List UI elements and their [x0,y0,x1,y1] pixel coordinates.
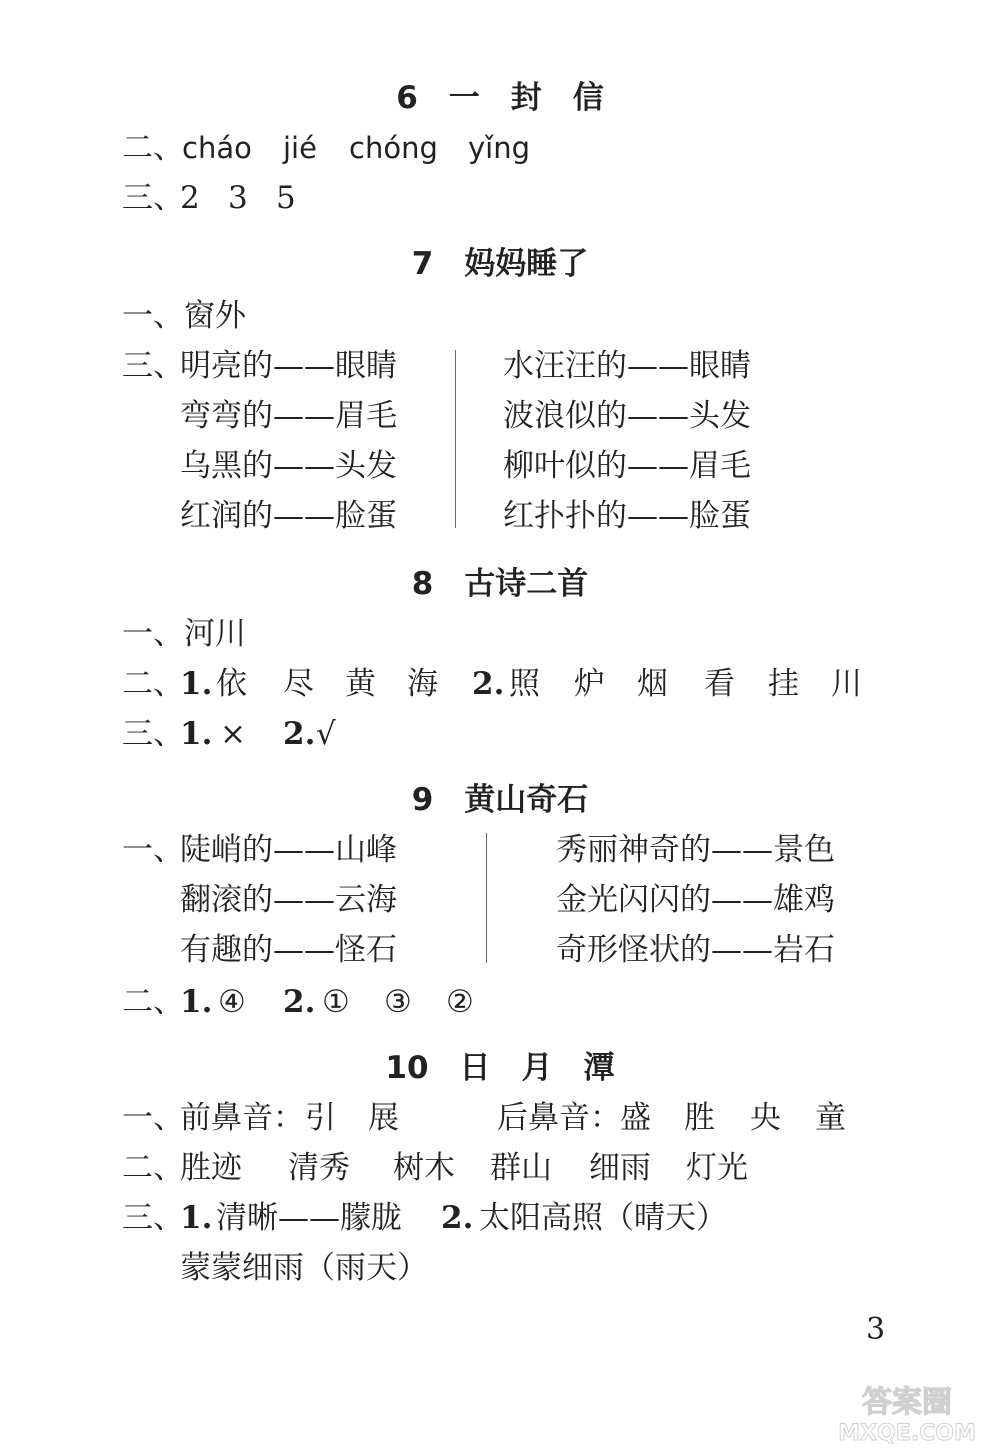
section-6-title: 6 一 封 信 [396,80,604,116]
section-10-title: 10 日 月 潭 [385,1050,615,1086]
s9-q2-answer-2: ③ [384,984,412,1020]
back-nasal-char-4: 童 [815,1100,846,1136]
s9-right-pair-2: 金光闪闪的——雄鸡 [556,882,835,918]
s8-q2-char-3: 烟 [637,666,668,702]
cross-mark-icon: × [220,716,246,752]
s10-line2-label: 二、 [122,1150,184,1186]
section-8-title: 8 古诗二首 [411,566,589,602]
back-nasal-char-2: 胜 [684,1100,715,1136]
s8-line2-label: 二、 [122,666,184,702]
column-divider [455,350,456,528]
s10-q2-answer: 太阳高照（晴天） [479,1200,727,1236]
s8-q2-char-1: 照 [509,666,540,702]
s8-q2-char-4: 看 [704,666,735,702]
front-nasal-label: 前鼻音： [180,1100,304,1136]
pinyin-4: yǐng [468,131,531,165]
check-mark-icon: √ [316,716,336,752]
s8-q2-number: 2. [472,666,505,702]
s10-line1-label: 一、 [122,1100,184,1136]
s7-right-pair-3: 柳叶似的——眉毛 [503,448,751,484]
s8-q2-char-6: 川 [831,666,862,702]
s9-left-pair-1: 陡峭的——山峰 [180,832,397,868]
s9-q1-number: 1. [180,984,213,1020]
s6-line3-label: 三、 [122,180,184,216]
s9-line1-label: 一、 [122,832,184,868]
watermark-domain: MXQE.COM [838,1421,976,1446]
s7-left-pair-1: 明亮的——眼睛 [180,348,397,384]
s9-q2-answer-3: ② [446,984,474,1020]
front-nasal-char-1: 引 [305,1100,336,1136]
s8-judge-1-number: 1. [180,716,213,752]
s6-number-3: 5 [276,180,296,216]
s7-right-pair-1: 水汪汪的——眼睛 [503,348,751,384]
s8-q1-char-2: 尽 [283,666,314,702]
watermark-title: 答案圈 [862,1385,952,1420]
s7-line1: 一、窗外 [122,298,246,334]
pinyin-2: jié [283,131,317,165]
s7-left-pair-2: 弯弯的——眉毛 [180,398,397,434]
s9-q2-number: 2. [283,984,316,1020]
section-7-title: 7 妈妈睡了 [411,246,589,282]
s9-q1-answer: ④ [218,984,246,1020]
page-number: 3 [866,1312,886,1347]
s10-word-5: 细雨 [589,1150,651,1186]
s10-word-2: 清秀 [288,1150,350,1186]
s9-left-pair-3: 有趣的——怪石 [180,932,397,968]
s7-line3-label: 三、 [122,348,184,384]
watermark-logo [832,1376,982,1448]
back-nasal-char-3: 央 [750,1100,781,1136]
s8-line1: 一、河川 [122,616,246,652]
pinyin-1: cháo [182,131,252,165]
s8-q2-char-2: 炉 [574,666,605,702]
s10-q2-number: 2. [441,1200,474,1236]
s8-line3-label: 三、 [122,716,184,752]
s8-q1-char-3: 黄 [345,666,376,702]
s9-line2-label: 二、 [122,984,184,1020]
s10-line3-label: 三、 [122,1200,184,1236]
s10-word-4: 群山 [490,1150,552,1186]
column-divider [486,833,487,963]
back-nasal-label: 后鼻音： [497,1100,621,1136]
s8-judge-2-number: 2. [283,716,316,752]
s9-right-pair-1: 秀丽神奇的——景色 [556,832,835,868]
pinyin-3: chóng [349,131,438,165]
s8-q2-char-5: 挂 [768,666,799,702]
s7-left-pair-4: 红润的——脸蛋 [180,498,397,534]
s7-left-pair-3: 乌黑的——头发 [180,448,397,484]
s8-q1-number: 1. [180,666,213,702]
s6-line2-label: 二、 [122,130,184,166]
s10-word-6: 灯光 [686,1150,748,1186]
s8-q1-char-1: 依 [216,666,247,702]
s6-number-2: 3 [228,180,248,216]
s7-right-pair-4: 红扑扑的——脸蛋 [503,498,751,534]
s10-q1-answer: 清晰——朦胧 [216,1200,402,1236]
s8-q1-char-4: 海 [407,666,438,702]
s10-word-1: 胜迹 [180,1150,242,1186]
s10-word-3: 树木 [393,1150,455,1186]
s6-number-1: 2 [180,180,200,216]
s9-q2-answer-1: ① [322,984,350,1020]
back-nasal-char-1: 盛 [620,1100,651,1136]
s10-q1-number: 1. [180,1200,213,1236]
s10-q2-answer-continued: 蒙蒙细雨（雨天） [180,1250,428,1286]
s9-left-pair-2: 翻滚的——云海 [180,882,397,918]
s9-right-pair-3: 奇形怪状的——岩石 [556,932,835,968]
section-9-title: 9 黄山奇石 [411,782,589,818]
front-nasal-char-2: 展 [368,1100,399,1136]
s7-right-pair-2: 波浪似的——头发 [503,398,751,434]
